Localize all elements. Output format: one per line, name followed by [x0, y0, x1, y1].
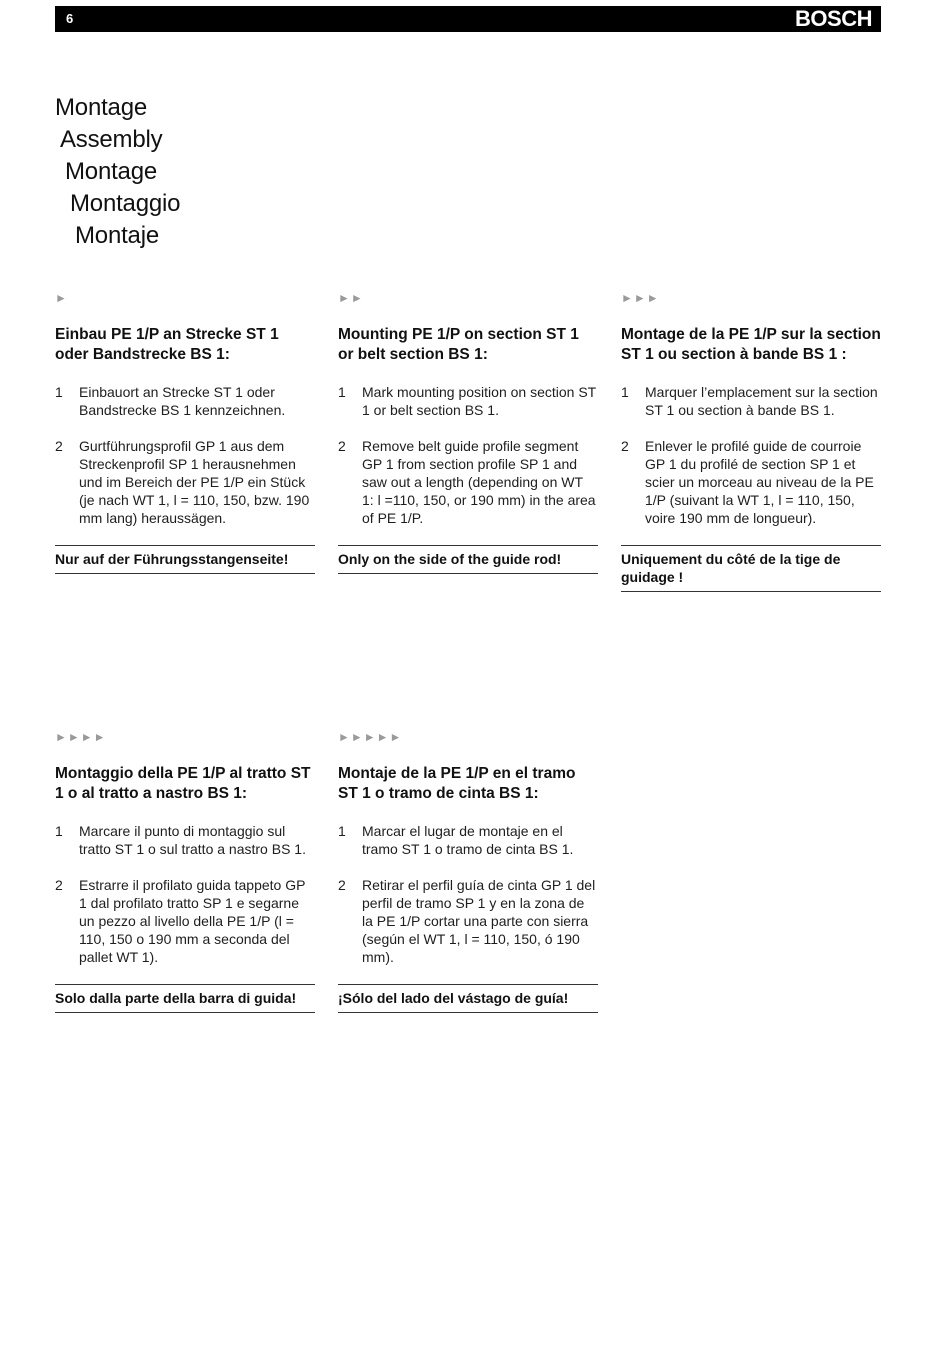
step-number: 2 [338, 438, 346, 454]
section-it [55, 728, 315, 1013]
language-marker-arrows: ►►► [621, 291, 660, 305]
title-fr: Montage [65, 158, 157, 185]
step-text: Marcare il punto di montaggio sul tratto ST 1 o sul tratto a nastro BS 1. [79, 823, 306, 857]
step-item [338, 822, 598, 858]
step-text: Gurtführungsprofil GP 1 aus dem Streckenprofil SP 1 herausnehmen und im Bereich der PE 1/P ein Stück (je nach WT 1, l = 110, 150, bzw. 190 mm lang) heraussägen. [79, 438, 310, 526]
section-heading: Einbau PE 1/P an Strecke ST 1 oder Bandstrecke BS 1: [55, 326, 279, 363]
steps-list [338, 383, 598, 527]
step-number: 1 [338, 823, 346, 839]
step-item [55, 876, 315, 966]
language-marker-arrows: ► [55, 291, 68, 305]
step-item [55, 437, 315, 527]
header-bar [55, 6, 881, 32]
brand-logo: BOSCH [795, 6, 872, 31]
section-heading: Montage de la PE 1/P sur la section ST 1 ou section à bande BS 1 : [621, 326, 881, 363]
note: Only on the side of the guide rod! [338, 545, 598, 574]
note: Nur auf der Führungsstangenseite! [55, 545, 315, 574]
step-text: Einbauort an Strecke ST 1 oder Bandstrecke BS 1 kennzeichnen. [79, 384, 286, 418]
step-number: 2 [55, 438, 63, 454]
title-en: Assembly [60, 126, 163, 153]
steps-list [621, 383, 881, 527]
note: ¡Sólo del lado del vástago de guía! [338, 984, 598, 1013]
step-item [55, 383, 315, 419]
section-en [338, 289, 598, 574]
step-item [338, 437, 598, 527]
note: Uniquement du côté de la tige de guidage ! [621, 545, 881, 592]
language-marker-arrows: ►►►► [55, 730, 107, 744]
section-heading: Montaje de la PE 1/P en el tramo ST 1 o tramo de cinta BS 1: [338, 765, 576, 802]
section-de [55, 289, 315, 574]
steps-list [338, 822, 598, 966]
page-titles [55, 92, 180, 252]
step-number: 1 [338, 384, 346, 400]
section-es [338, 728, 598, 1013]
title-de: Montage [55, 94, 147, 121]
step-number: 2 [621, 438, 629, 454]
step-number: 1 [55, 384, 63, 400]
step-number: 1 [621, 384, 629, 400]
step-item [338, 876, 598, 966]
step-text: Retirar el perfil guía de cinta GP 1 del perfil de tramo SP 1 y en la zona de la PE 1/P cortar una parte con sierra (según el WT 1, l = 110, 150, ó 190 mm). [362, 877, 596, 965]
step-text: Mark mounting position on section ST 1 or belt section BS 1. [362, 384, 596, 418]
step-item [338, 383, 598, 419]
step-number: 1 [55, 823, 63, 839]
step-item [621, 383, 881, 419]
note: Solo dalla parte della barra di guida! [55, 984, 315, 1013]
step-text: Remove belt guide profile segment GP 1 from section profile SP 1 and saw out a length (depending on WT 1: l =110, 150, or 190 mm) in the area of PE 1/P. [362, 438, 596, 526]
step-item [55, 822, 315, 858]
step-number: 2 [338, 877, 346, 893]
title-es: Montaje [75, 222, 159, 249]
step-text: Marquer l’emplacement sur la section ST 1 ou section à bande BS 1. [645, 384, 878, 418]
language-marker-arrows: ►►►►► [338, 730, 403, 744]
step-item [621, 437, 881, 527]
section-heading: Mounting PE 1/P on section ST 1 or belt section BS 1: [338, 326, 579, 363]
step-text: Estrarre il profilato guida tappeto GP 1 dal profilato tratto SP 1 e segarne un pezzo al livello della PE 1/P (l = 110, 150 o 190 mm a seconda del pallet WT 1). [79, 877, 306, 965]
steps-list [55, 822, 315, 966]
section-heading: Montaggio della PE 1/P al tratto ST 1 o al tratto a nastro BS 1: [55, 765, 311, 802]
steps-list [55, 383, 315, 527]
step-number: 2 [55, 877, 63, 893]
section-fr [621, 289, 881, 592]
step-text: Marcar el lugar de montaje en el tramo ST 1 o tramo de cinta BS 1. [362, 823, 574, 857]
title-it: Montaggio [70, 190, 181, 217]
step-text: Enlever le profilé guide de courroie GP 1 du profilé de section SP 1 et scier un morceau au niveau de la PE 1/P (suivant la WT 1, l = 110, 150, voire 190 mm de longueur). [645, 438, 874, 526]
page-number: 6 [66, 11, 74, 26]
language-marker-arrows: ►► [338, 291, 364, 305]
